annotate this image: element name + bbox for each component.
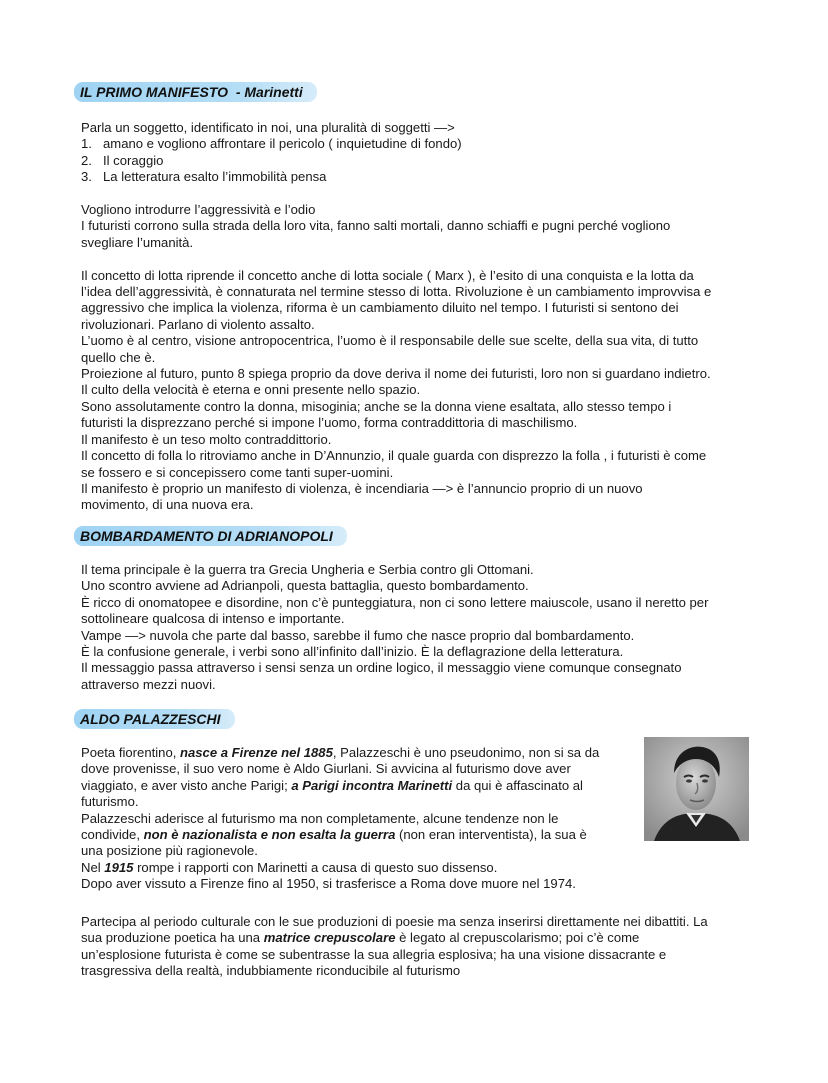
emphasis-text: non è nazionalista e non esalta la guerra [143, 827, 396, 843]
paragraph-line: Il concetto di folla lo ritroviamo anche in D’Annunzio, il quale guarda con disprezzo la folla , i futuristi è come [81, 448, 707, 464]
list-item: 1. amano e vogliono affrontare il pericolo ( inquietudine di fondo) [81, 136, 462, 152]
portrait-photo [644, 737, 749, 841]
paragraph-line: È ricco di onomatopee e disordine, non c’è punteggiatura, non ci sono lettere maiuscole, usano il neretto per [81, 594, 709, 610]
paragraph-line: viaggiato, e aver visto anche Parigi; a Parigi incontra Marinetti da qui è affascinato al [81, 777, 583, 793]
portrait-illustration [644, 737, 749, 841]
manifesto-list [81, 136, 746, 185]
emphasis-text: 1915 [104, 859, 134, 875]
paragraph-line: un’esplosione futurista è come se subentrasse la sua allegria esplosiva; ha una visione dissacrante e [81, 946, 667, 962]
section-heading-bombardamento: BOMBARDAMENTO DI ADRIANOPOLI [74, 526, 347, 546]
paragraph-line: È la confusione generale, i verbi sono all’infinito dall’inizio. È la deflagrazione della letteratura. [81, 644, 624, 660]
section-palazzeschi-bio [81, 745, 641, 893]
paragraph-line: L’uomo è al centro, visione antropocentrica, l’uomo è il responsabile delle sue scelte, della sua vita, di tutto [81, 333, 699, 349]
paragraph-line: rivoluzionari. Parlano di violento assalto. [81, 316, 315, 332]
paragraph-line: Vogliono introdurre l’aggressività e l’odio [81, 202, 316, 218]
emphasis-text: matrice crepuscolare [263, 930, 396, 946]
paragraph-line: movimento, di una nuova era. [81, 497, 254, 513]
paragraph-line: Partecipa al periodo culturale con le sue produzioni di poesie ma senza inserirsi direttamente nei dibattiti. La [81, 914, 708, 929]
paragraph-line: futuristi la disprezzano perché si impone l’uomo, forma contraddittoria di maschilismo. [81, 415, 578, 431]
paragraph-line: attraverso mezzi nuovi. [81, 676, 216, 692]
paragraph-line: quello che è. [81, 349, 156, 365]
paragraph-line: Uno scontro avviene ad Adrianpoli, questa battaglia, questo bombardamento. [81, 578, 529, 594]
paragraph-line: Il manifesto è proprio un manifesto di violenza, è incendiaria —> è l’annuncio proprio di un nuovo [81, 480, 643, 496]
list-item: 3. La letteratura esalto l’immobilità pensa [81, 169, 327, 185]
intro-line: Parla un soggetto, identificato in noi, una pluralità di soggetti —> [81, 120, 455, 135]
paragraph-line: Il tema principale è la guerra tra Grecia Ungheria e Serbia contro gli Ottomani. [81, 562, 534, 577]
emphasis-text: a Parigi incontra Marinetti [291, 777, 453, 793]
paragraph-line: Il culto della velocità è eterna e onni presente nello spazio. [81, 382, 421, 398]
section-heading-primo-manifesto: IL PRIMO MANIFESTO - Marinetti [74, 82, 317, 102]
paragraph-line: Vampe —> nuvola che parte dal basso, sarebbe il fumo che nasce proprio dal bombardamento. [81, 627, 635, 643]
list-item: 2. Il coraggio [81, 152, 164, 168]
paragraph-line: Dopo aver vissuto a Firenze fino al 1950, si trasferisce a Roma dove muore nel 1974. [81, 876, 576, 892]
paragraph-line: dove provenisse, il suo vero nome è Aldo Giurlani. Si avvicina al futurismo dove aver [81, 761, 571, 777]
paragraph-line: Il manifesto è un teso molto contraddittorio. [81, 431, 332, 447]
paragraph-line: una posizione più ragionevole. [81, 843, 258, 859]
paragraph-line: futurismo. [81, 794, 139, 810]
paragraph-line: condivide, non è nazionalista e non esalta la guerra (non eran interventista), la sua è [81, 827, 587, 843]
paragraph-line: sottolineare qualcosa di intenso e importante. [81, 611, 345, 627]
paragraph-line: sua produzione poetica ha una matrice crepuscolare è legato al crepuscolarismo; poi c’è come [81, 930, 640, 946]
section-bombardamento-body [81, 562, 746, 693]
section-heading-palazzeschi: ALDO PALAZZESCHI [74, 709, 235, 729]
paragraph-line: Palazzeschi aderisce al futurismo ma non completamente, alcune tendenze non le [81, 810, 559, 826]
paragraph-line: Proiezione al futuro, punto 8 spiega proprio da dove deriva il nome dei futuristi, loro non si guardano indietro. [81, 366, 711, 382]
emphasis-text: nasce a Firenze nel 1885 [180, 745, 333, 760]
paragraph-line: aggressivo che implica la violenza, riforma è un cambiamento diluito nel tempo. I futuristi si sentono dei [81, 300, 679, 316]
paragraph-line: Poeta fiorentino, nasce a Firenze nel 1885, Palazzeschi è uno pseudonimo, non si sa da [81, 745, 600, 760]
section-palazzeschi-production [81, 914, 746, 980]
paragraph-line: trasgressiva della realtà, indubbiamente riconducibile al futurismo [81, 963, 461, 979]
paragraph-line: svegliare l’umanità. [81, 234, 194, 250]
paragraph-line: Il concetto di lotta riprende il concetto anche di lotta sociale ( Marx ), è l’esito di una conquista e la lotta da [81, 267, 694, 283]
section-primo-manifesto-body [81, 120, 746, 514]
paragraph-line: l’idea dell’aggressività, è connaturata nel termine stesso di lotta. Rivoluzione è un cambiamento improvvisa e [81, 284, 712, 300]
paragraph-line: Nel 1915 rompe i rapporti con Marinetti a causa di questo suo dissenso. [81, 859, 498, 875]
paragraph-line: I futuristi corrono sulla strada della loro vita, fanno salti mortali, danno schiaffi e pugni perché vogliono [81, 218, 671, 234]
paragraph-line: Il messaggio passa attraverso i sensi senza un ordine logico, il messaggio viene comunque consegnato [81, 660, 682, 676]
paragraph-line: se fossero e si concepissero come tanti super-uomini. [81, 464, 394, 480]
paragraph-line: Sono assolutamente contro la donna, misoginia; anche se la donna viene esaltata, allo stesso tempo i [81, 398, 672, 414]
